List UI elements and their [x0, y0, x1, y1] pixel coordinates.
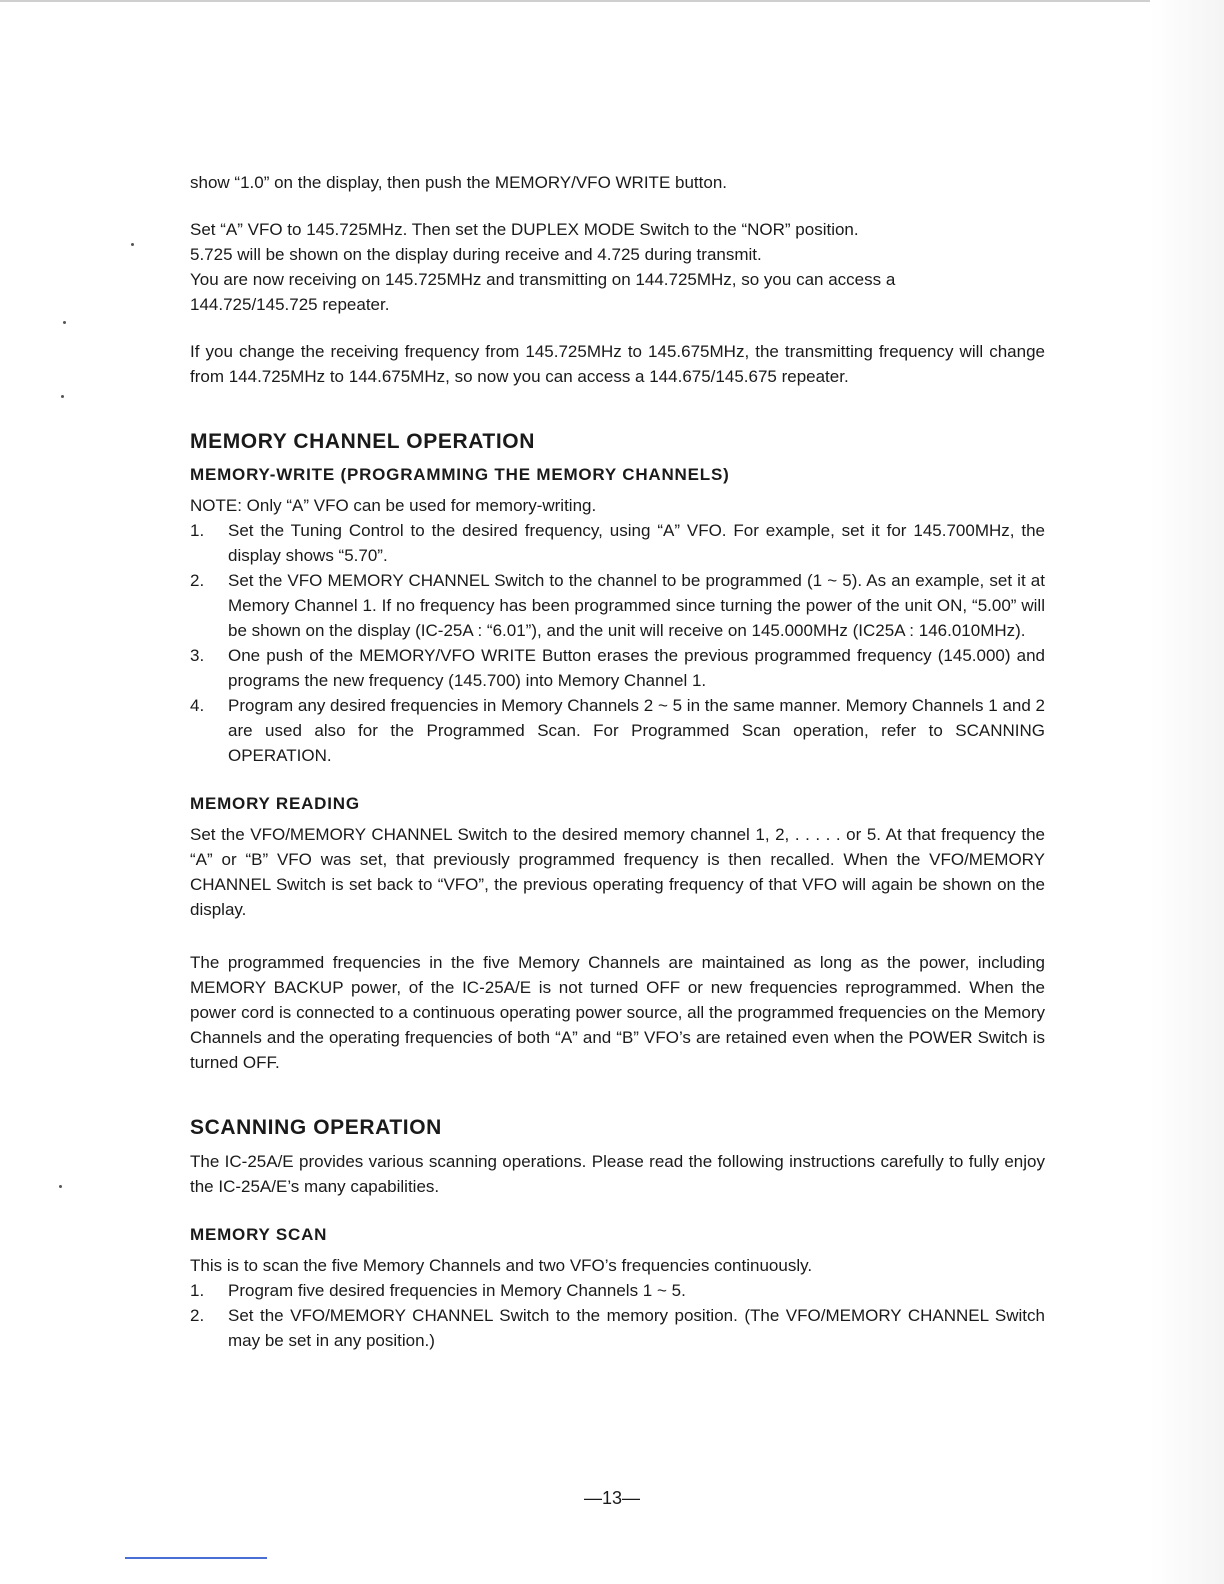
memory-retain-paragraph: The programmed frequencies in the five Memory Channels are maintained as long as the power, including MEMORY BACKUP power, of the IC-25A/E is not turned OFF or new frequencies reprogrammed. When the power cord is connected to a continuous operating power source, all the programmed frequencies on the Memory Channels and the operating frequencies of both “A” and “B” VFO’s are retained even when the POWER Switch is turned OFF. — [190, 953, 1045, 1072]
step-text: Set the VFO MEMORY CHANNEL Switch to the channel to be programmed (1 ~ 5). As an example, set it at Memory Channel 1. If no frequency has been programmed since turning the power of the unit ON, “5.00” will be shown on the display (IC-25A : “6.01”), and the unit will receive on 145.000MHz (IC25A : 146.010MHz). — [228, 571, 1045, 640]
memory-scan-heading: MEMORY SCAN — [190, 1225, 328, 1244]
list-item — [190, 1303, 1045, 1353]
page-edge-shade — [1150, 0, 1224, 1584]
frequency-change-paragraph: If you change the receiving frequency from 145.725MHz to 145.675MHz, the transmitting frequency will change from 144.725MHz to 144.675MHz, so now you can access a 144.675/145.675 repeater. — [190, 342, 1045, 386]
duplex-line: Set “A” VFO to 145.725MHz. Then set the DUPLEX MODE Switch to the “NOR” position. — [190, 220, 859, 239]
page-content — [190, 170, 1045, 1353]
page-number: —13— — [583, 1488, 641, 1508]
step-number: 2. — [190, 1306, 205, 1325]
note-line: NOTE: Only “A” VFO can be used for memory-writing. — [190, 496, 597, 515]
top-scan-edge — [0, 0, 1224, 2]
duplex-line: You are now receiving on 145.725MHz and transmitting on 144.725MHz, so you can access a — [190, 270, 896, 289]
list-item — [190, 518, 1045, 568]
step-number: 4. — [190, 696, 205, 715]
memory-scan-steps — [190, 1278, 1045, 1353]
step-number: 2. — [190, 571, 205, 590]
step-text: Set the Tuning Control to the desired frequency, using “A” VFO. For example, set it for 145.700MHz, the display shows “5.70”. — [228, 521, 1045, 565]
memory-channel-heading: MEMORY CHANNEL OPERATION — [190, 430, 535, 453]
memory-write-heading: MEMORY-WRITE (PROGRAMMING THE MEMORY CHANNELS) — [190, 465, 730, 484]
step-number: 3. — [190, 646, 205, 665]
list-item — [190, 643, 1045, 693]
memory-reading-paragraph: Set the VFO/MEMORY CHANNEL Switch to the desired memory channel 1, 2, . . . . . or 5. At that frequency the “A” or “B” VFO was set, that previously programmed frequency is then recalled. When the VFO/MEMORY CHANNEL Switch is set back to “VFO”, the previous operating frequency of that VFO will again be shown on the display. — [190, 825, 1045, 919]
duplex-line: 144.725/145.725 repeater. — [190, 295, 390, 314]
scan-speck — [59, 1185, 62, 1188]
step-text: Program five desired frequencies in Memory Channels 1 ~ 5. — [228, 1281, 686, 1300]
scan-speck — [63, 321, 66, 324]
step-number: 1. — [190, 1281, 205, 1300]
list-item — [190, 568, 1045, 643]
bottom-link-underline — [125, 1557, 267, 1559]
duplex-paragraph — [190, 217, 1045, 317]
memory-scan-intro: This is to scan the five Memory Channels and two VFO’s frequencies continuously. — [190, 1256, 813, 1275]
memory-reading-heading: MEMORY READING — [190, 794, 360, 813]
duplex-line: 5.725 will be shown on the display during receive and 4.725 during transmit. — [190, 245, 762, 264]
opening-line: show “1.0” on the display, then push the MEMORY/VFO WRITE button. — [190, 173, 727, 192]
step-text: Program any desired frequencies in Memory Channels 2 ~ 5 in the same manner. Memory Channels 1 and 2 are used also for the Programmed Scan. For Programmed Scan operation, refer to SCANNING OPERATION. — [228, 696, 1045, 765]
scan-speck — [61, 395, 64, 398]
list-item — [190, 1278, 1045, 1303]
step-text: One push of the MEMORY/VFO WRITE Button erases the previous programmed frequency (145.000) and programs the new frequency (145.700) into Memory Channel 1. — [228, 646, 1045, 690]
scanning-intro: The IC-25A/E provides various scanning operations. Please read the following instructions carefully to fully enjoy the IC-25A/E’s many capabilities. — [190, 1152, 1045, 1196]
step-text: Set the VFO/MEMORY CHANNEL Switch to the memory position. (The VFO/MEMORY CHANNEL Switch may be set in any position.) — [228, 1306, 1045, 1350]
step-number: 1. — [190, 521, 205, 540]
scan-speck — [131, 243, 134, 246]
list-item — [190, 693, 1045, 768]
scanning-heading: SCANNING OPERATION — [190, 1116, 442, 1139]
memory-write-steps — [190, 518, 1045, 768]
